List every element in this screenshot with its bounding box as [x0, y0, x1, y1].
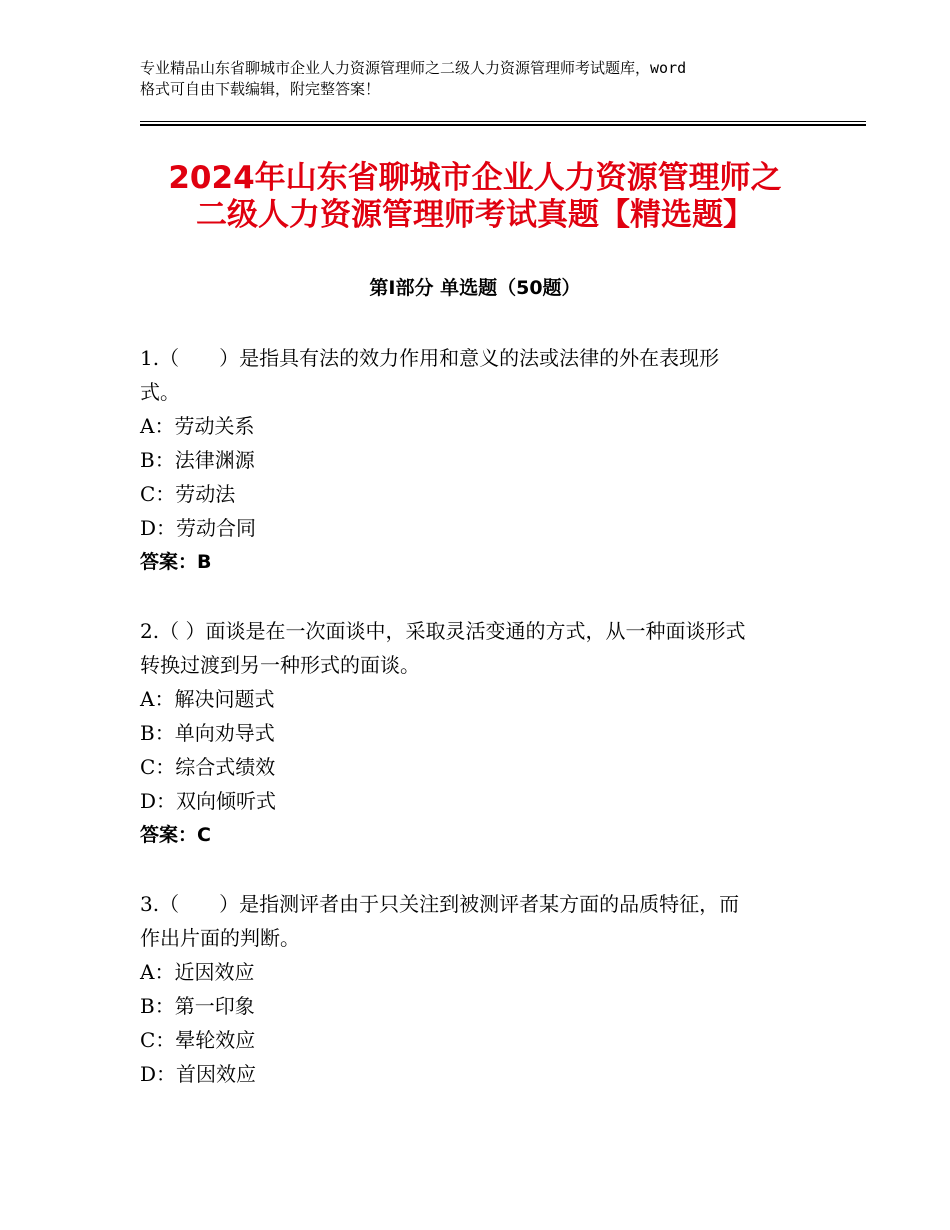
question-2	[140, 614, 860, 852]
header-note-line-1: 专业精品山东省聊城市企业人力资源管理师之二级人力资源管理师考试题库，word	[140, 59, 687, 77]
question-stem-line-2: 作出片面的判断。	[140, 926, 300, 950]
option-c: C：劳动法	[140, 482, 236, 506]
option-a: A：解决问题式	[140, 687, 275, 711]
option-b: B：单向劝导式	[140, 721, 275, 745]
option-a: A：近因效应	[140, 960, 255, 984]
question-stem-line-1: 1.（ ）是指具有法的效力作用和意义的法或法律的外在表现形	[140, 346, 720, 370]
answer: 答案：C	[140, 824, 211, 846]
question-3	[140, 887, 860, 1091]
question-stem	[140, 614, 860, 682]
option-a: A：劳动关系	[140, 414, 255, 438]
option-d: D：劳动合同	[140, 516, 257, 540]
option-d: D：双向倾听式	[140, 789, 277, 813]
answer: 答案：B	[140, 551, 212, 573]
question-stem-line-1: 3.（ ）是指测评者由于只关注到被测评者某方面的品质特征，而	[140, 892, 740, 916]
document-title-line-2: 二级人力资源管理师考试真题【精选题】	[196, 197, 754, 233]
option-c: C：晕轮效应	[140, 1028, 256, 1052]
document-title-line-1: 2024年山东省聊城市企业人力资源管理师之	[168, 160, 782, 196]
header-rule-thick	[140, 124, 866, 126]
header-note-line-2: 格式可自由下载编辑，附完整答案！	[140, 80, 381, 98]
question-stem	[140, 887, 860, 955]
question-stem-line-2: 式。	[140, 380, 180, 404]
question-stem-line-2: 转换过渡到另一种形式的面谈。	[140, 653, 420, 677]
option-d: D：首因效应	[140, 1062, 257, 1086]
option-b: B：第一印象	[140, 994, 255, 1018]
question-stem-line-1: 2.（ ）面谈是在一次面谈中，采取灵活变通的方式，从一种面谈形式	[140, 619, 746, 643]
header-rule-thin	[140, 121, 866, 122]
question-1	[140, 341, 860, 579]
section-heading: 第Ⅰ部分 单选题（50题）	[369, 277, 581, 299]
option-b: B：法律渊源	[140, 448, 255, 472]
question-stem	[140, 341, 860, 409]
option-c: C：综合式绩效	[140, 755, 276, 779]
header-note	[140, 58, 840, 100]
